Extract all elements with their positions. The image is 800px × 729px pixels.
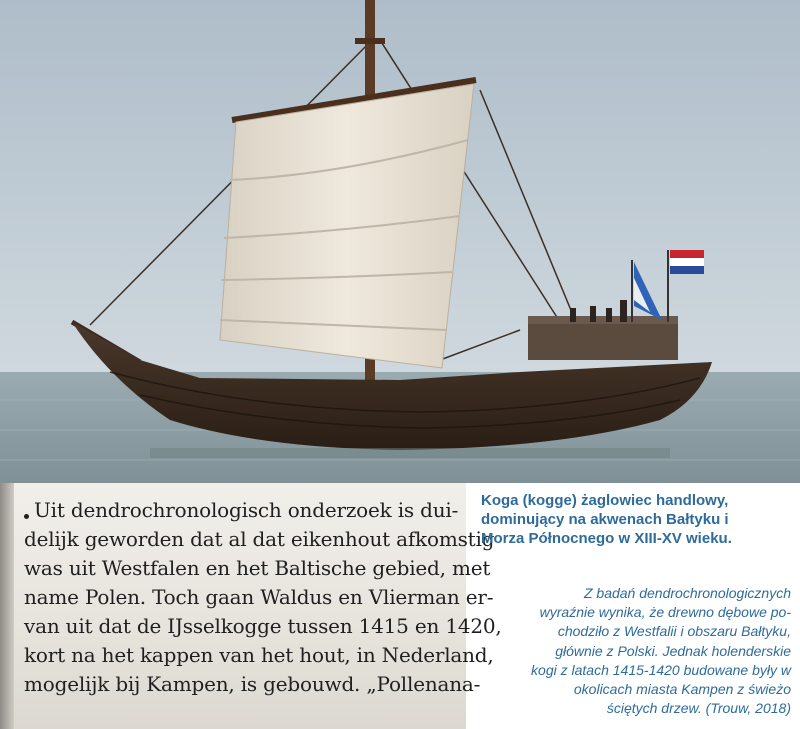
clipping-line: name Polen. Toch gaan Waldus en Vlierman er- — [24, 585, 494, 609]
bullet-icon — [24, 514, 29, 519]
caption-body-line: Z badań dendrochronologicznych — [583, 585, 791, 601]
caption-body — [481, 584, 791, 718]
clipping-line: van uit dat de IJsselkogge tussen 1415 en 1420, — [24, 614, 502, 638]
caption-title — [481, 491, 789, 548]
caption-title-line: dominujący na akwenach Bałtyku i — [481, 511, 729, 528]
stern-castle — [528, 322, 678, 360]
clipping-line: mogelijk bij Kampen, is gebouwd. „Pollenana- — [24, 672, 481, 696]
caption-body-line: ściętych drzew. (Trouw, 2018) — [606, 700, 791, 717]
caption-title-line: Morza Północnego w XIII-XV wieku. — [481, 530, 732, 547]
clipping-line: kort na het kappen van het hout, in Nederland, — [24, 643, 494, 667]
caption-body-line: okolicach miasta Kampen z świeżo — [573, 681, 791, 698]
caption-title-line: Koga (kogge) żaglowiec handlowy, — [481, 492, 729, 509]
clipping-line: delijk geworden dat al dat eikenhout afkomstig — [24, 527, 495, 551]
caption-body-line: kogi z latach 1415-1420 budowane były w — [531, 661, 791, 678]
caption-body-line: wyraźnie wynika, że drewno dębowe po- — [539, 604, 791, 621]
caption-body-line: głównie z Polski. Jednak holenderskie — [555, 642, 791, 659]
clipping-line: Uit dendrochronologisch onderzoek is dui- — [34, 498, 459, 522]
clipping-line: was uit Westfalen en het Baltische gebied, met — [24, 556, 491, 580]
caption-body-line: chodziło z Westfalii i obszaru Bałtyku, — [557, 623, 791, 640]
